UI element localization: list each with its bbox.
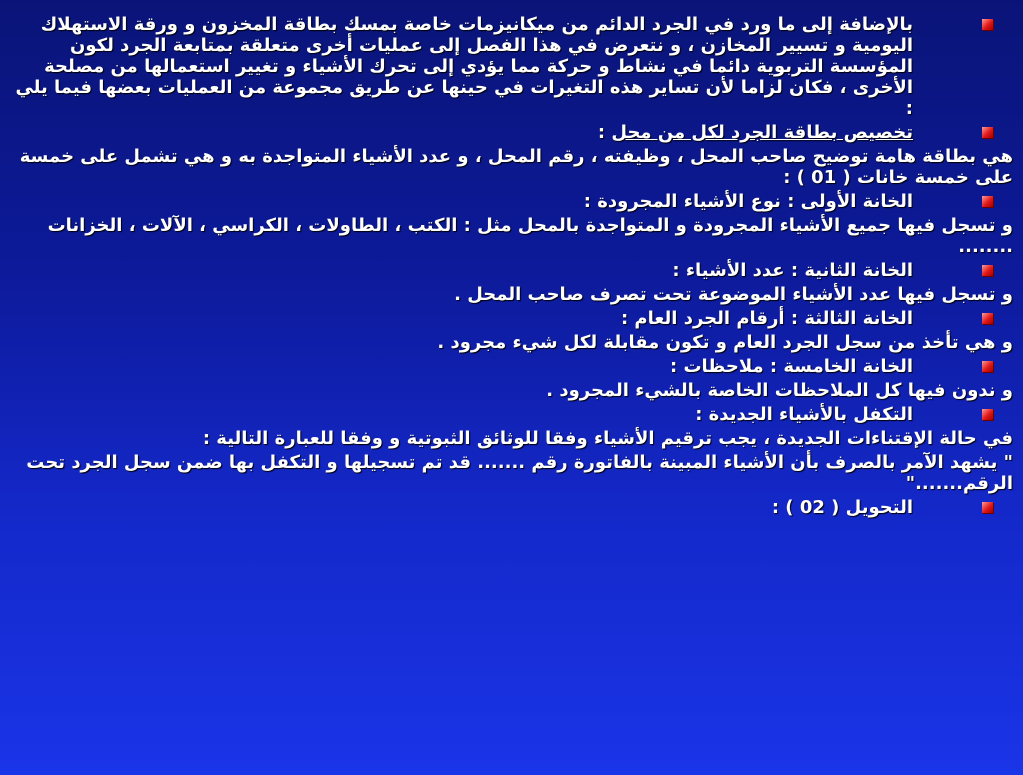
heading-text: الخانة الأولى : نوع الأشياء المجرودة : xyxy=(583,191,913,212)
paragraph-text: و تسجل فيها عدد الأشياء الموضوعة تحت تصرف صاحب المحل . xyxy=(454,284,1013,305)
heading-column-three xyxy=(8,308,1013,329)
paragraph-intro xyxy=(8,14,1013,119)
heading-underlined-text: تخصيص بطاقة الجرد لكل من محل xyxy=(611,122,913,143)
paragraph-text: و تسجل فيها جميع الأشياء المجرودة و المتواجدة بالمحل مثل : الكتب ، الطاولات ، الكراسي ، الآلات ، الخزانات ........ xyxy=(47,215,1013,257)
slide-content xyxy=(8,14,1013,521)
heading-column-one xyxy=(8,191,1013,212)
bullet-square-icon xyxy=(982,19,993,30)
heading-new-items xyxy=(8,404,1013,425)
bullet-square-icon xyxy=(982,196,993,207)
bullet-square-icon xyxy=(982,502,993,513)
heading-text: التحويل ( 02 ) : xyxy=(771,497,913,518)
paragraph-text: " يشهد الآمر بالصرف بأن الأشياء المبينة بالفاتورة رقم ....... قد تم تسجيلها و التكفل بها ضمن سجل الجرد تحت الرقم......." xyxy=(26,452,1013,494)
heading-transfer xyxy=(8,497,1013,518)
paragraph-card-description xyxy=(8,146,1013,188)
paragraph-text: و هي تأخذ من سجل الجرد العام و تكون مقابلة لكل شيء مجرود . xyxy=(437,332,1013,353)
bullet-square-icon xyxy=(982,313,993,324)
paragraph-text: هي بطاقة هامة توضيح صاحب المحل ، وظيفته ، رقم المحل ، و عدد الأشياء المتواجدة به و هي تشمل على خمسة على خمسة خانات ( 01 ) : xyxy=(19,146,1013,188)
bullet-square-icon xyxy=(982,361,993,372)
heading-text: الخانة الثالثة : أرقام الجرد العام : xyxy=(620,308,913,329)
bullet-square-icon xyxy=(982,127,993,138)
paragraph-column-five xyxy=(8,380,1013,401)
paragraph-column-two xyxy=(8,284,1013,305)
paragraph-text: في حالة الإقتناءات الجديدة ، يجب ترقيم الأشياء وفقا للوثائق الثبوتية و وفقا للعبارة التالية : xyxy=(202,428,1013,449)
paragraph-text: و ندون فيها كل الملاحظات الخاصة بالشيء المجرود . xyxy=(546,380,1013,401)
bullet-square-icon xyxy=(982,409,993,420)
heading-text: التكفل بالأشياء الجديدة : xyxy=(695,404,913,425)
heading-suffix: : xyxy=(597,122,612,143)
paragraph-new-acquisitions xyxy=(8,428,1013,449)
paragraph-text: بالإضافة إلى ما ورد في الجرد الدائم من ميكانيزمات خاصة بمسك بطاقة المخزون و ورقة الاستهلاك اليومية و تسيير المخازن ، و نتعرض في هذا الفصل إلى عمليات أخرى متعلقة بمتابعة الجرد لكون المؤسسة التربوية دائما في نشاط و حركة مما يؤدي إلى تحرك الأشياء و تغيير استعمالها من مصلحة الأخرى ، فكان لزاما لأن تساير هذه التغيرات في حينها عن طريق مجموعة من العمليات بعضها فيما يلي : xyxy=(15,14,913,119)
paragraph-certification-quote xyxy=(8,452,1013,494)
heading-inventory-card xyxy=(8,122,1013,143)
heading-text: الخانة الثانية : عدد الأشياء : xyxy=(672,260,913,281)
paragraph-column-three xyxy=(8,332,1013,353)
paragraph-column-one xyxy=(8,215,1013,257)
bullet-square-icon xyxy=(982,265,993,276)
heading-column-two xyxy=(8,260,1013,281)
heading-column-five xyxy=(8,356,1013,377)
heading-text: الخانة الخامسة : ملاحظات : xyxy=(670,356,913,377)
